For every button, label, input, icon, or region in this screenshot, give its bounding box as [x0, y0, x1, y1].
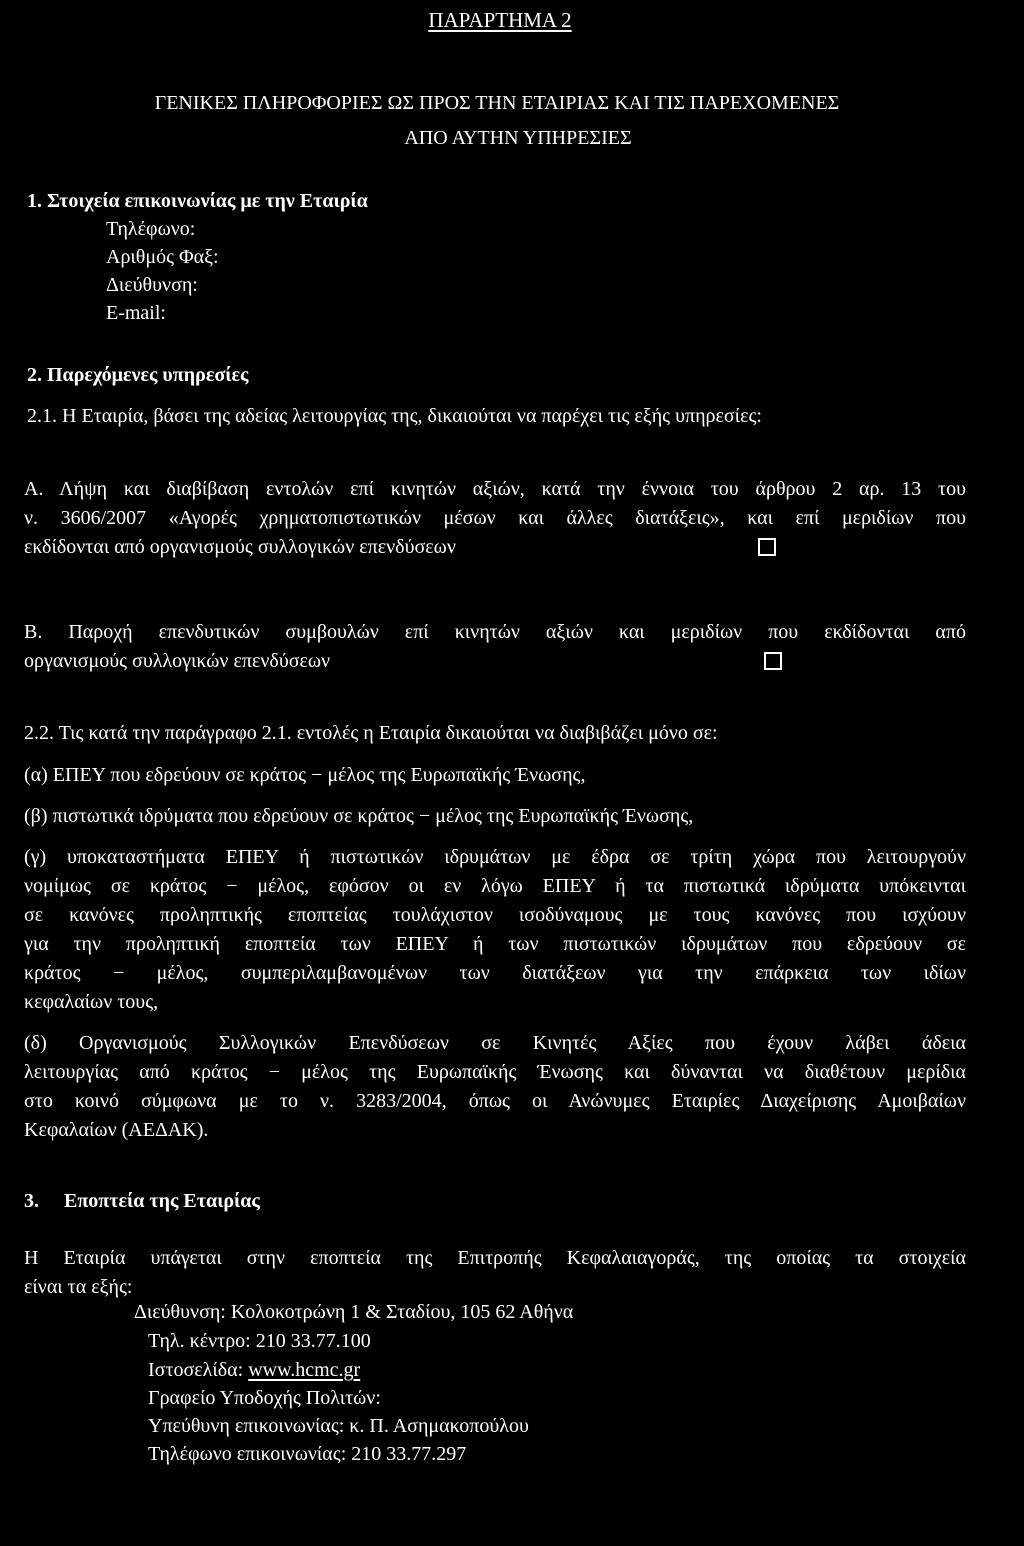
list-item-gamma-line4: για την προληπτική εποπτεία των ΕΠΕΥ ή των πιστωτικών ιδρυμάτων που εδρεύουν σε	[24, 933, 966, 955]
list-item-delta-line4: Κεφαλαίων (ΑΕΔΑΚ).	[24, 1119, 209, 1141]
section3-intro-line1: Η Εταιρία υπάγεται στην εποπτεία της Επιτροπής Κεφαλαιαγοράς, της οποίας τα στοιχεία	[24, 1247, 966, 1269]
hcmc-contact-phone: Τηλέφωνο επικοινωνίας: 210 33.77.297	[148, 1443, 467, 1465]
document-heading-line2: ΑΠΟ ΑΥΤΗΝ ΥΠΗΡΕΣΙΕΣ	[404, 127, 632, 149]
section2-heading: 2. Παρεχόμενες υπηρεσίες	[27, 364, 249, 386]
hcmc-website-label: Ιστοσελίδα:	[148, 1359, 249, 1381]
field-fax-label: Αριθμός Φαξ:	[106, 246, 219, 268]
item-a-line3: εκδίδονται από οργανισμούς συλλογικών επενδύσεων	[24, 536, 456, 558]
paragraph-2-2: 2.2. Τις κατά την παράγραφο 2.1. εντολές η Εταιρία δικαιούται να διαβιβάζει μόνο σε:	[24, 722, 718, 744]
list-item-gamma-line6: κεφαλαίων τους,	[24, 991, 159, 1013]
list-item-gamma-line2: νομίμως σε κράτος − μέλος, εφόσον οι εν λόγω ΕΠΕΥ ή τα πιστωτικά ιδρύματα υπόκεινται	[24, 875, 966, 897]
section3-title: Εποπτεία της Εταιρίας	[64, 1190, 260, 1212]
list-item-beta: (β) πιστωτικά ιδρύματα που εδρεύουν σε κράτος − μέλος της Ευρωπαϊκής Ένωσης,	[24, 805, 694, 827]
hcmc-website-link[interactable]: www.hcmc.gr	[248, 1359, 361, 1381]
list-item-gamma-line3: σε κανόνες προληπτικής εποπτείας τουλάχιστον ισοδύναμους με τους κανόνες που ισχύουν	[24, 904, 966, 926]
list-item-alpha: (α) ΕΠΕΥ που εδρεύουν σε κράτος − μέλος της Ευρωπαϊκής Ένωσης,	[24, 764, 586, 786]
list-item-gamma-line5: κράτος − μέλος, συμπεριλαμβανομένων των διατάξεων για την επάρκεια των ιδίων	[24, 962, 966, 984]
paragraph-2-1: 2.1. Η Εταιρία, βάσει της αδείας λειτουργίας της, δικαιούται να παρέχει τις εξής υπηρεσίες:	[27, 405, 762, 427]
list-item-delta-line2: λειτουργίας από κράτος − μέλος της Ευρωπαϊκής Ένωσης και δύνανται να διαθέτουν μερίδια	[24, 1061, 966, 1083]
hcmc-phone: Τηλ. κέντρο: 210 33.77.100	[148, 1330, 371, 1352]
field-phone-label: Τηλέφωνο:	[106, 218, 196, 240]
list-item-delta-line3: στο κοινό σύμφωνα με το ν. 3283/2004, όπως οι Ανώνυμες Εταιρίες Διαχείρισης Αμοιβαίων	[24, 1090, 966, 1112]
hcmc-contact-person: Υπεύθυνη επικοινωνίας: κ. Π. Ασημακοπούλου	[148, 1415, 529, 1437]
section3-number: 3.	[24, 1190, 39, 1212]
item-b-line2: οργανισμούς συλλογικών επενδύσεων	[24, 650, 331, 672]
section3-intro-line2: είναι τα εξής:	[24, 1276, 133, 1298]
hcmc-address: Διεύθυνση: Κολοκοτρώνη 1 & Σταδίου, 105 62 Αθήνα	[134, 1301, 574, 1323]
item-a-line2: ν. 3606/2007 «Αγορές χρηματοπιστωτικών μέσων και άλλες διατάξεις», και επί μεριδίων που	[24, 507, 966, 529]
list-item-delta-line1: (δ) Οργανισμούς Συλλογικών Επενδύσεων σε Κινητές Αξίες που έχουν λάβει άδεια	[24, 1032, 966, 1054]
section1-heading: 1. Στοιχεία επικοινωνίας με την Εταιρία	[27, 190, 368, 212]
document-heading-line1: ΓΕΝΙΚΕΣ ΠΛΗΡΟΦΟΡΙΕΣ ΩΣ ΠΡΟΣ ΤΗΝ ΕΤΑΙΡΙΑΣ ΚΑΙ ΤΙΣ ΠΑΡΕΧΟΜΕΝΕΣ	[154, 92, 840, 114]
item-a-line1: Α. Λήψη και διαβίβαση εντολών επί κινητών αξιών, κατά την έννοια του άρθρου 2 αρ. 13 του	[24, 478, 966, 500]
item-b-checkbox[interactable]	[764, 652, 782, 670]
hcmc-website	[148, 1359, 360, 1382]
field-email-label: E-mail:	[106, 302, 166, 324]
annex-title: ΠΑΡΑΡΤΗΜΑ 2	[428, 8, 572, 32]
item-b-line1: Β. Παροχή επενδυτικών συμβουλών επί κινητών αξιών και μεριδίων που εκδίδονται από	[24, 621, 966, 643]
hcmc-citizen-office: Γραφείο Υποδοχής Πολιτών:	[148, 1387, 381, 1409]
item-a-checkbox[interactable]	[758, 538, 776, 556]
field-address-label: Διεύθυνση:	[106, 274, 198, 296]
list-item-gamma-line1: (γ) υποκαταστήματα ΕΠΕΥ ή πιστωτικών ιδρυμάτων με έδρα σε τρίτη χώρα που λειτουργούν	[24, 846, 966, 868]
